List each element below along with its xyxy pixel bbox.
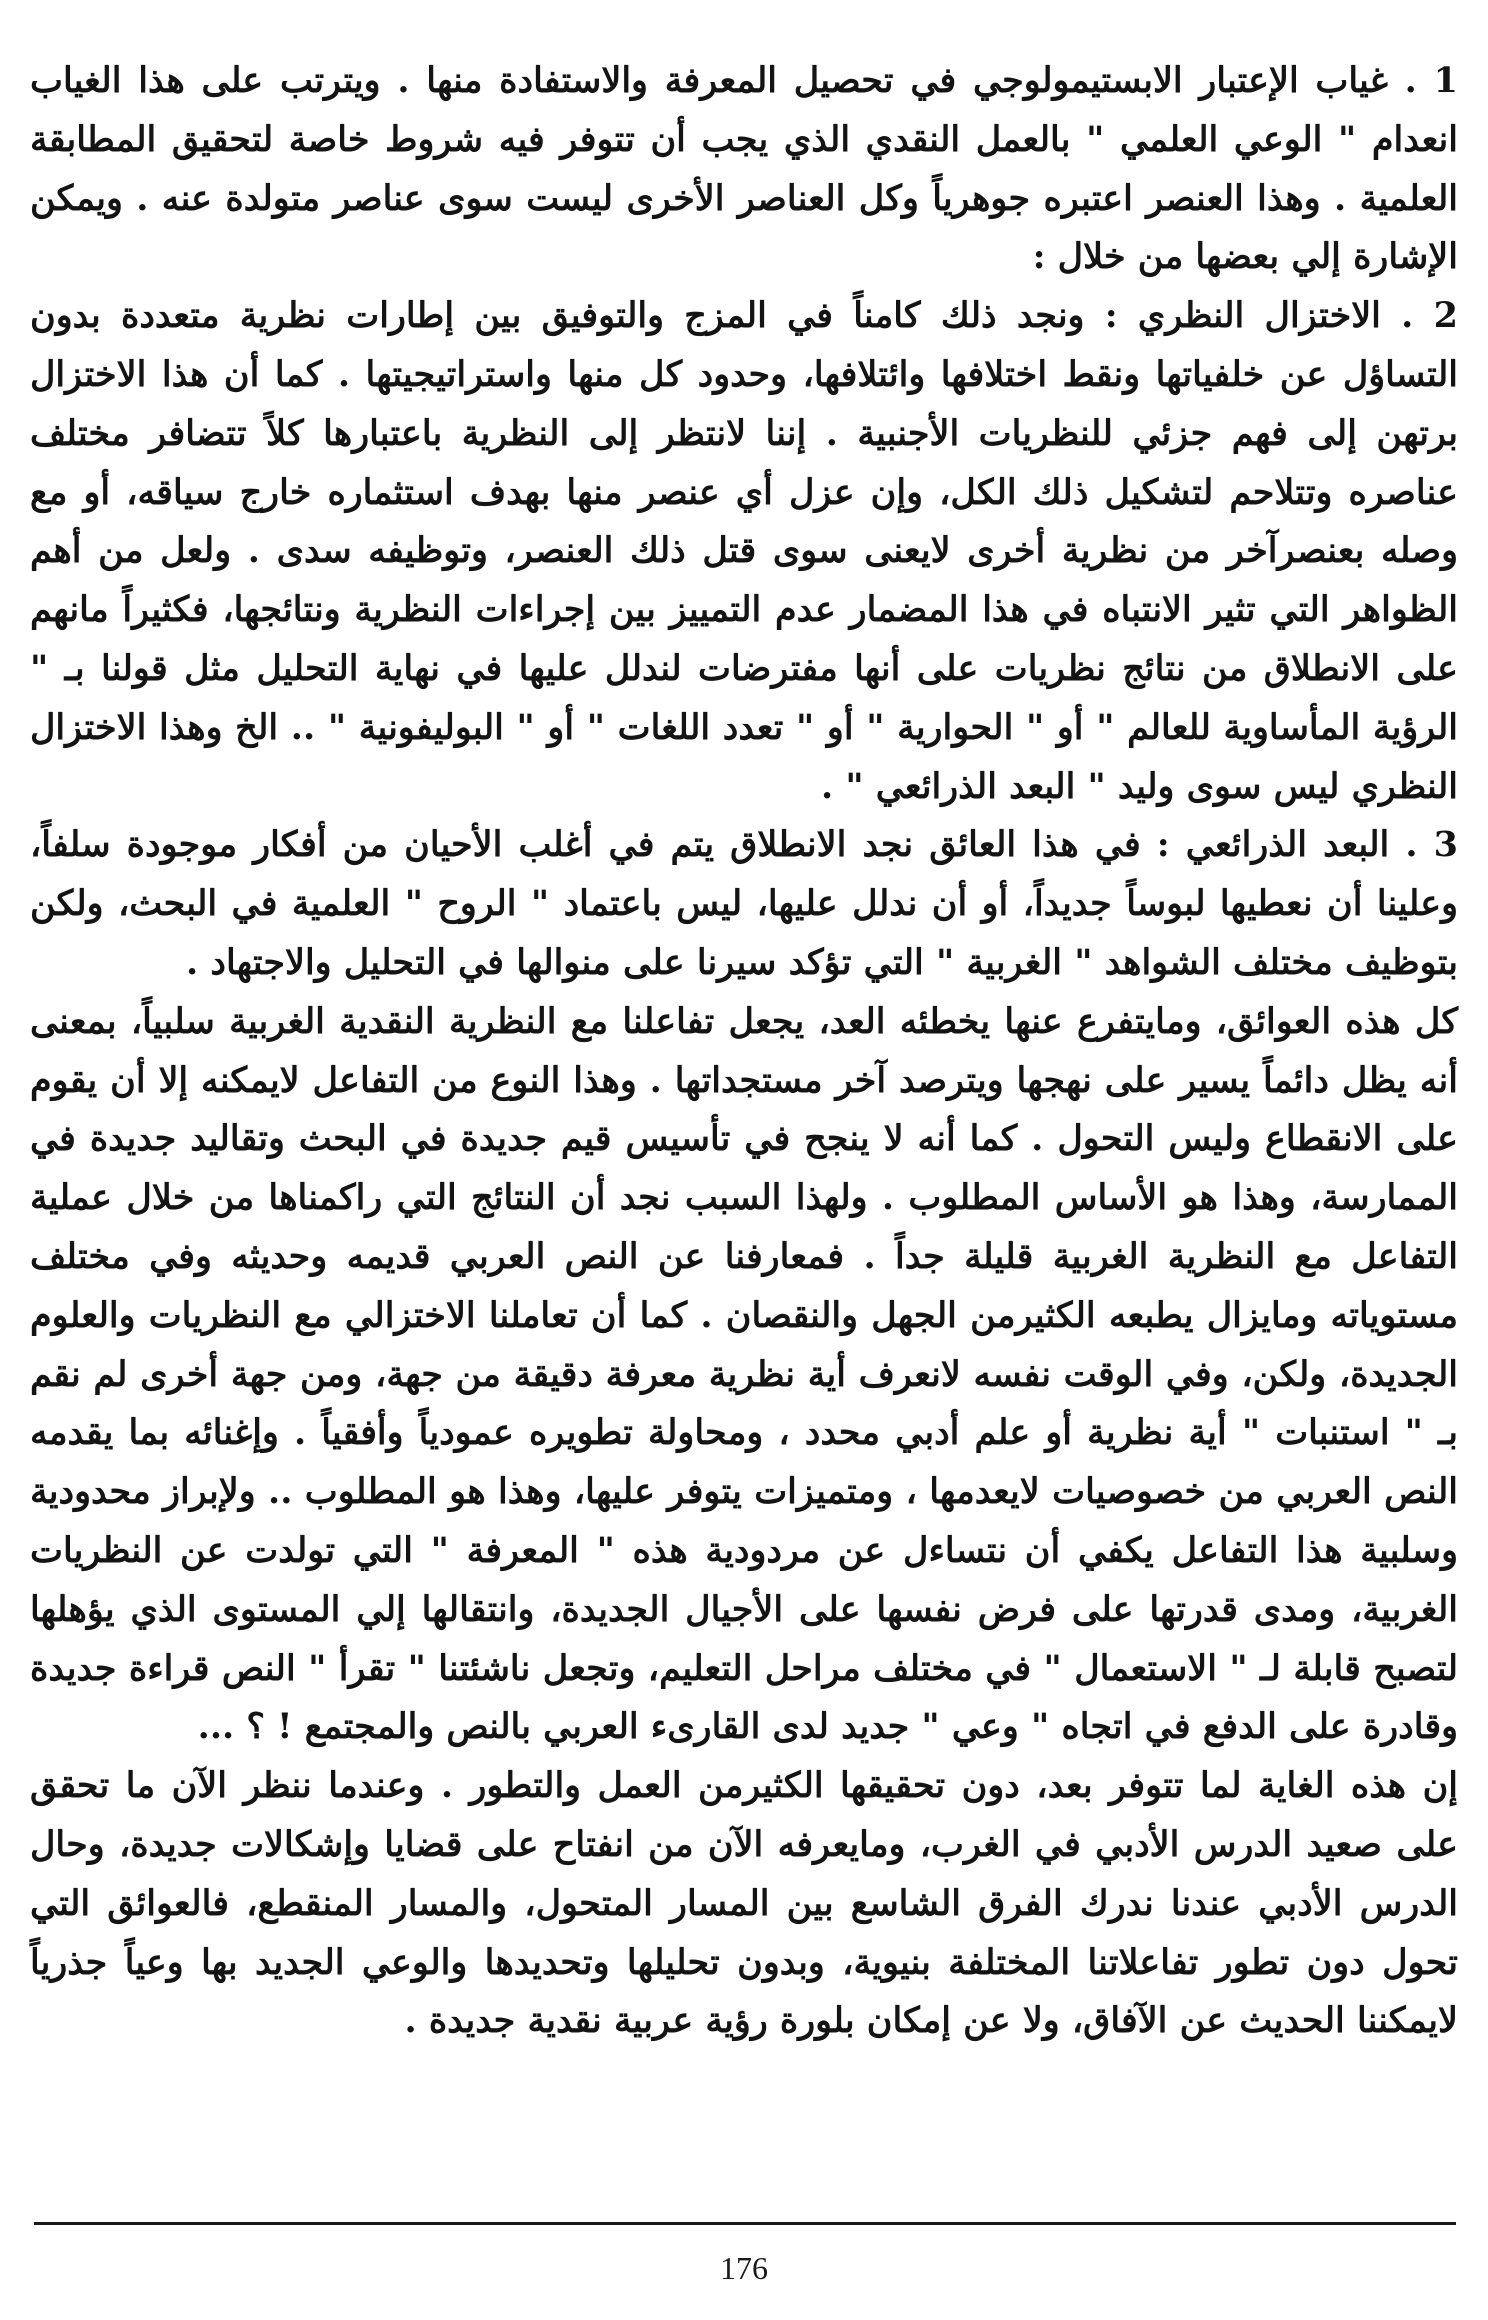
footer-divider: [34, 2222, 1456, 2225]
paragraph-3: 3 . البعد الذرائعي : في هذا العائق نجد الانطلاق يتم في أغلب الأحيان من أفكار موجودة سلفاً، وعلينا أن نعطيها لبوساً جديداً، أو أن ندلل عليها، ليس باعتماد " الروح " العلمية في البحث، ولكن بتوظيف مختلف الشواهد " الغربية " التي تؤكد سيرنا على منوالها في التحليل والاجتهاد .: [30, 824, 1458, 983]
paragraph-5: إن هذه الغاية لما تتوفر بعد، دون تحقيقها الكثيرمن العمل والتطور . وعندما ننظر الآن ما تحقق على صعيد الدرس الأدبي في الغرب، ومايعرفه الآن من انفتاح على قضايا وإشكالات جديدة، وحال الدرس الأدبي عندنا ندرك الفرق الشاسع بين المسار المتحول، والمسار المنقطع، فالعوائق التي تحول دون تطور تفاعلاتنا المختلفة بنيوية، وبدون تحليلها وتحديدها والوعي الجديد بها وعياً جذرياً لايمكننا الحديث عن الآفاق، ولا عن إمكان بلورة رؤية عربية نقدية جديدة .: [30, 1765, 1458, 2042]
paragraph-2: 2 . الاختزال النظري : ونجد ذلك كامناً في المزج والتوفيق بين إطارات نظرية متعددة بدون التساؤل عن خلفياتها ونقط اختلافها وائتلافها، وحدود كل منها واستراتيجيتها . كما أن هذا الاختزال برتهن إلى فهم جزئي للنظريات الأجنبية . إننا لانتظر إلى النظرية باعتبارها كلاً تتضافر مختلف عناصره وتتلاحم لتشكيل ذلك الكل، وإن عزل أي عنصر منها بهدف استثماره خارج سياقه، أو مع وصله بعنصرآخر من نظرية أخرى لايعنى سوى قتل ذلك العنصر، وتوظيفه سدى . ولعل من أهم الظواهر التي تثير الانتباه في هذا المضمار عدم التمييز بين إجراءات النظرية ونتائجها، فكثيراً مانهم على الانطلاق من نتائج نظريات على أنها مفترضات لندلل عليها في نهاية التحليل مثل قولنا بـ " الرؤية المأساوية للعالم " أو " الحوارية " أو " تعدد اللغات " أو " البوليفونية " .. الخ وهذا الاختزال النظري ليس سوى وليد " البعد الذرائعي " .: [30, 295, 1458, 807]
body-text: [30, 52, 1458, 2051]
page-number: 176: [720, 2250, 768, 2286]
paragraph-4: كل هذه العوائق، ومايتفرع عنها يخطئه العد، يجعل تفاعلنا مع النظرية النقدية الغربية سلبياً، بمعنى أنه يظل دائماً يسير على نهجها ويترصد آخر مستجداتها . وهذا النوع من التفاعل لايمكنه إلا أن يقوم على الانقطاع وليس التحول . كما أنه لا ينجح في تأسيس قيم جديدة في البحث وتقاليد جديدة في الممارسة، وهذا هو الأساس المطلوب . ولهذا السبب نجد أن النتائج التي راكمناها من خلال عملية التفاعل مع النظرية الغربية قليلة جداً . فمعارفنا عن النص العربي قديمه وحديثه وفي مختلف مستوياته ومايزال يطبعه الكثيرمن الجهل والنقصان . كما أن تعاملنا الاختزالي مع النظريات والعلوم الجديدة، ولكن، وفي الوقت نفسه لانعرف أية نظرية معرفة دقيقة من جهة، ومن جهة أخرى لم نقم بـ " استنبات " أية نظرية أو علم أدبي محدد ، ومحاولة تطويره عمودياً وأفقياً . وإغنائه بما يقدمه النص العربي من خصوصيات لايعدمها ، ومتميزات يتوفر عليها، وهذا هو المطلوب .. ولإبراز محدودية وسلبية هذا التفاعل يكفي أن نتساءل عن مردودية هذه " المعرفة " التي تولدت عن النظريات الغربية، ومدى قدرتها على فرض نفسها على الأجيال الجديدة، وانتقالها إلي المستوى الذي يؤهلها لتصبح قابلة لـ " الاستعمال " في مختلف مراحل التعليم، وتجعل ناشئتنا " تقرأ " النص قراءة جديدة وقادرة على الدفع في اتجاه " وعي " جديد لدى القارىء العربي بالنص والمجتمع ! ؟ ...: [30, 1000, 1458, 1748]
paragraph-1: 1 . غياب الإعتبار الابستيمولوجي في تحصيل المعرفة والاستفادة منها . ويترتب على هذا الغياب انعدام " الوعي العلمي " بالعمل النقدي الذي يجب أن تتوفر فيه شروط خاصة لتحقيق المطابقة العلمية . وهذا العنصر اعتبره جوهرياً وكل العناصر الأخرى ليست سوى عناصر متولدة عنه . ويمكن الإشارة إلي بعضها من خلال :: [30, 60, 1458, 278]
